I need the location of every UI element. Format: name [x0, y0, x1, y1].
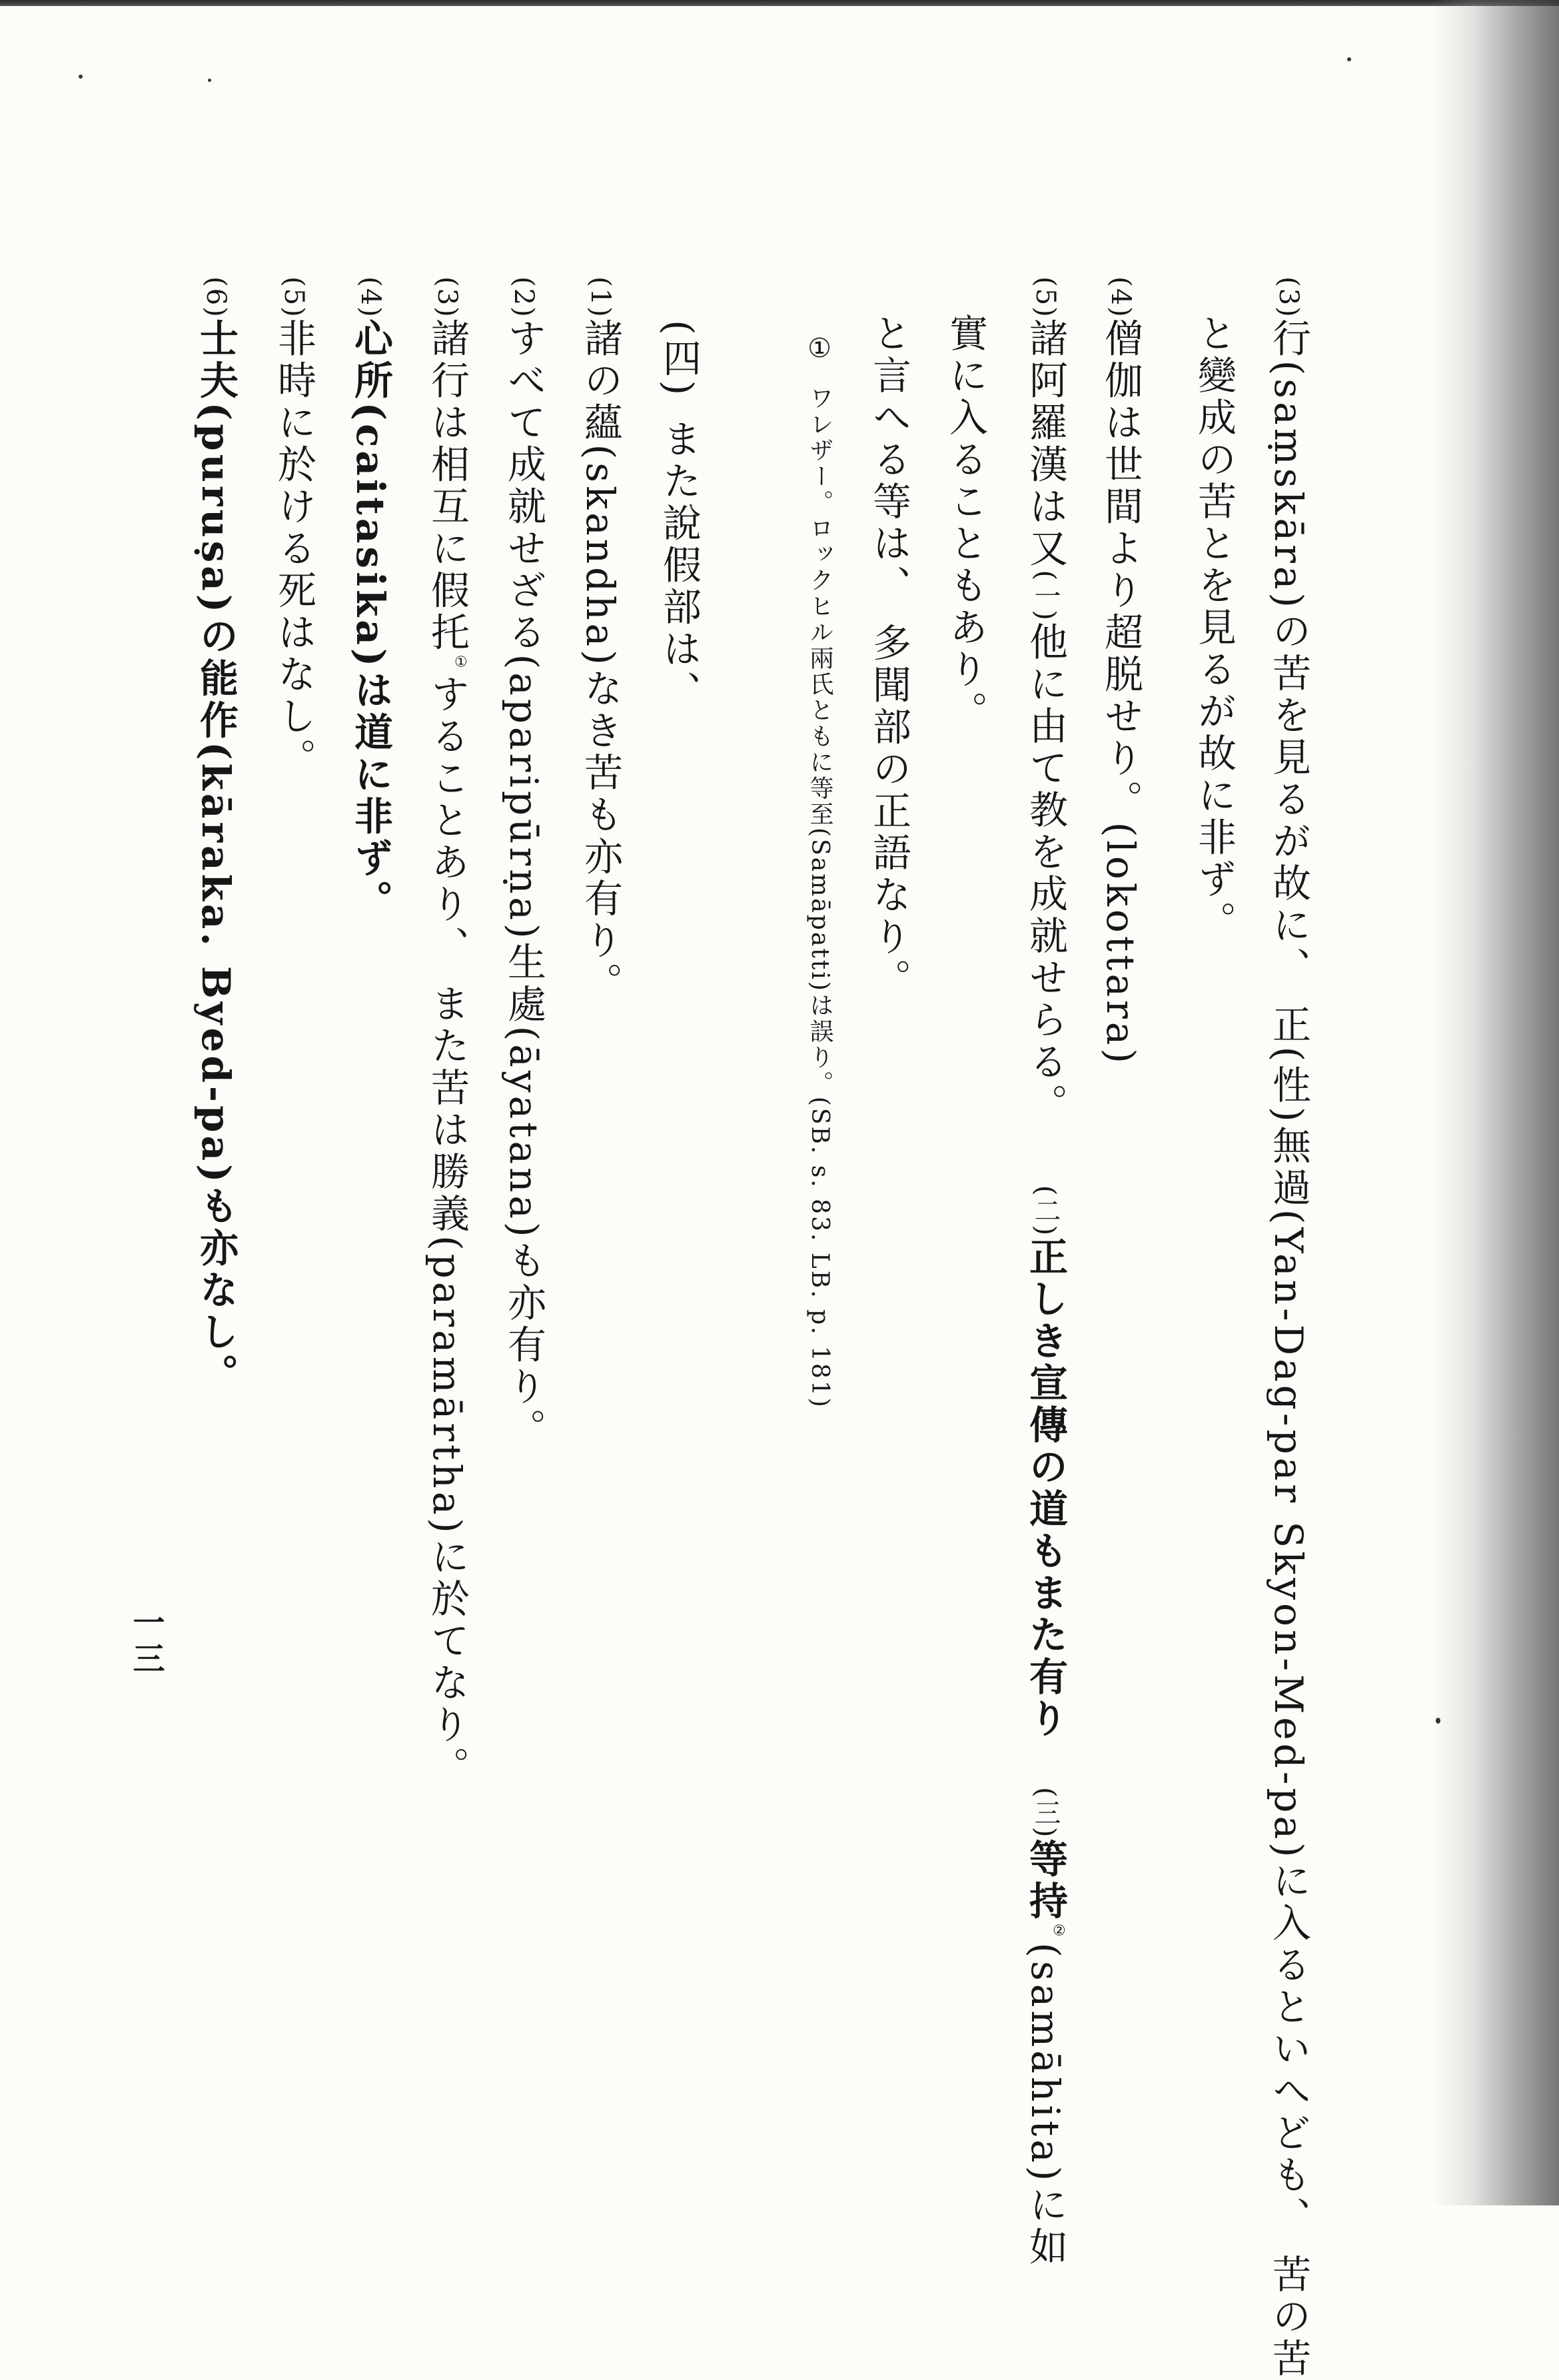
text-run: 行(saṃskāra)の苦を見るが故に、 正(性)無過(Yan-Dag-par Skyon-Med-pa)に入るといへども、 苦の苦	[1266, 318, 1311, 2380]
item-marker: (5)	[278, 277, 309, 318]
text-run: すべて成就せざる(aparipūrṇa)生處(āyatana)も亦有り。	[501, 318, 546, 1451]
scan-speck	[1436, 1718, 1440, 1724]
text-run: 非時に於ける死はなし。	[271, 318, 316, 780]
text-run: 等持	[1023, 1838, 1068, 1923]
text-run: 諸阿羅漢は又	[1023, 318, 1068, 570]
text-column-s3	[424, 277, 470, 1788]
text-run: 心所(caitasika)は道に非ず。	[348, 318, 393, 922]
page-number: 一三	[127, 1606, 165, 1678]
text-run: (samāhita)に如	[1023, 1942, 1068, 2269]
section-intro: また說假部は、	[656, 418, 702, 713]
item-marker: (2)	[508, 277, 539, 318]
footnote-text: ワレザー。ロックヒル兩氏ともに等至(Samāpatti)は誤り。(SB. s. 83. LB. p. 181)	[806, 386, 833, 1409]
item-marker: (6)	[201, 277, 231, 318]
section-heading	[656, 320, 702, 713]
item-marker: (3)	[1273, 277, 1304, 318]
item-marker: (1)	[585, 277, 616, 318]
text-column-s5	[271, 277, 316, 780]
text-column-item5-line2	[943, 313, 988, 733]
text-run: することあり、 また苦は勝義(paramārtha)に於てなり。	[424, 674, 470, 1788]
footnote-ref: ②	[1051, 1922, 1068, 1943]
text-run: 實に入ることもあり。	[943, 313, 988, 733]
text-column-item5-line3	[866, 313, 911, 1001]
scan-speck	[208, 79, 211, 82]
text-run: 他に由て教を成就せらる。	[1023, 621, 1068, 1125]
text-column-item5-line1	[1023, 277, 1068, 2269]
text-run: 僧伽は世間より超脱せり。(lokottara)	[1098, 318, 1143, 1067]
text-run: と變成の苦とを見るが故に非ず。	[1191, 313, 1237, 943]
text-column-item3-line2	[1191, 313, 1237, 943]
scan-top-border	[0, 0, 1559, 6]
item-marker: (4)	[1105, 277, 1136, 318]
text-column-s4	[348, 277, 393, 922]
section-marker: (四)	[656, 320, 702, 399]
footnote-mark: ①	[804, 333, 835, 366]
footnote-ref: ①	[452, 654, 470, 674]
text-column-s6	[193, 277, 239, 1396]
text-column-item3-line1	[1266, 277, 1311, 2380]
text-run: 士夫(puruṣa)の能作(kāraka. Byed-pa)も亦なし。	[193, 318, 239, 1396]
enum-marker: (一)	[1030, 570, 1061, 622]
text-column-s1	[578, 277, 623, 1004]
text-run: 正しき宣傳の道もまた有り	[1023, 1237, 1068, 1741]
text-run: と言へる等は、 多聞部の正語なり。	[866, 313, 911, 1001]
enum-marker: (三)	[1030, 1787, 1061, 1839]
item-marker: (4)	[355, 277, 386, 318]
text-run: 諸の蘊(skandha)なき苦も亦有り。	[578, 318, 623, 1004]
scan-speck	[79, 75, 83, 79]
text-column-item4	[1098, 277, 1143, 1067]
footnote	[806, 333, 833, 1409]
item-marker: (3)	[432, 277, 462, 318]
item-marker: (5)	[1030, 277, 1061, 318]
scan-speck	[1347, 57, 1351, 61]
text-run: 諸行は相互に假托	[424, 318, 470, 654]
scan-shadow-edge	[1432, 0, 1559, 2205]
text-column-s2	[501, 277, 546, 1451]
enum-marker: (二)	[1030, 1185, 1061, 1237]
